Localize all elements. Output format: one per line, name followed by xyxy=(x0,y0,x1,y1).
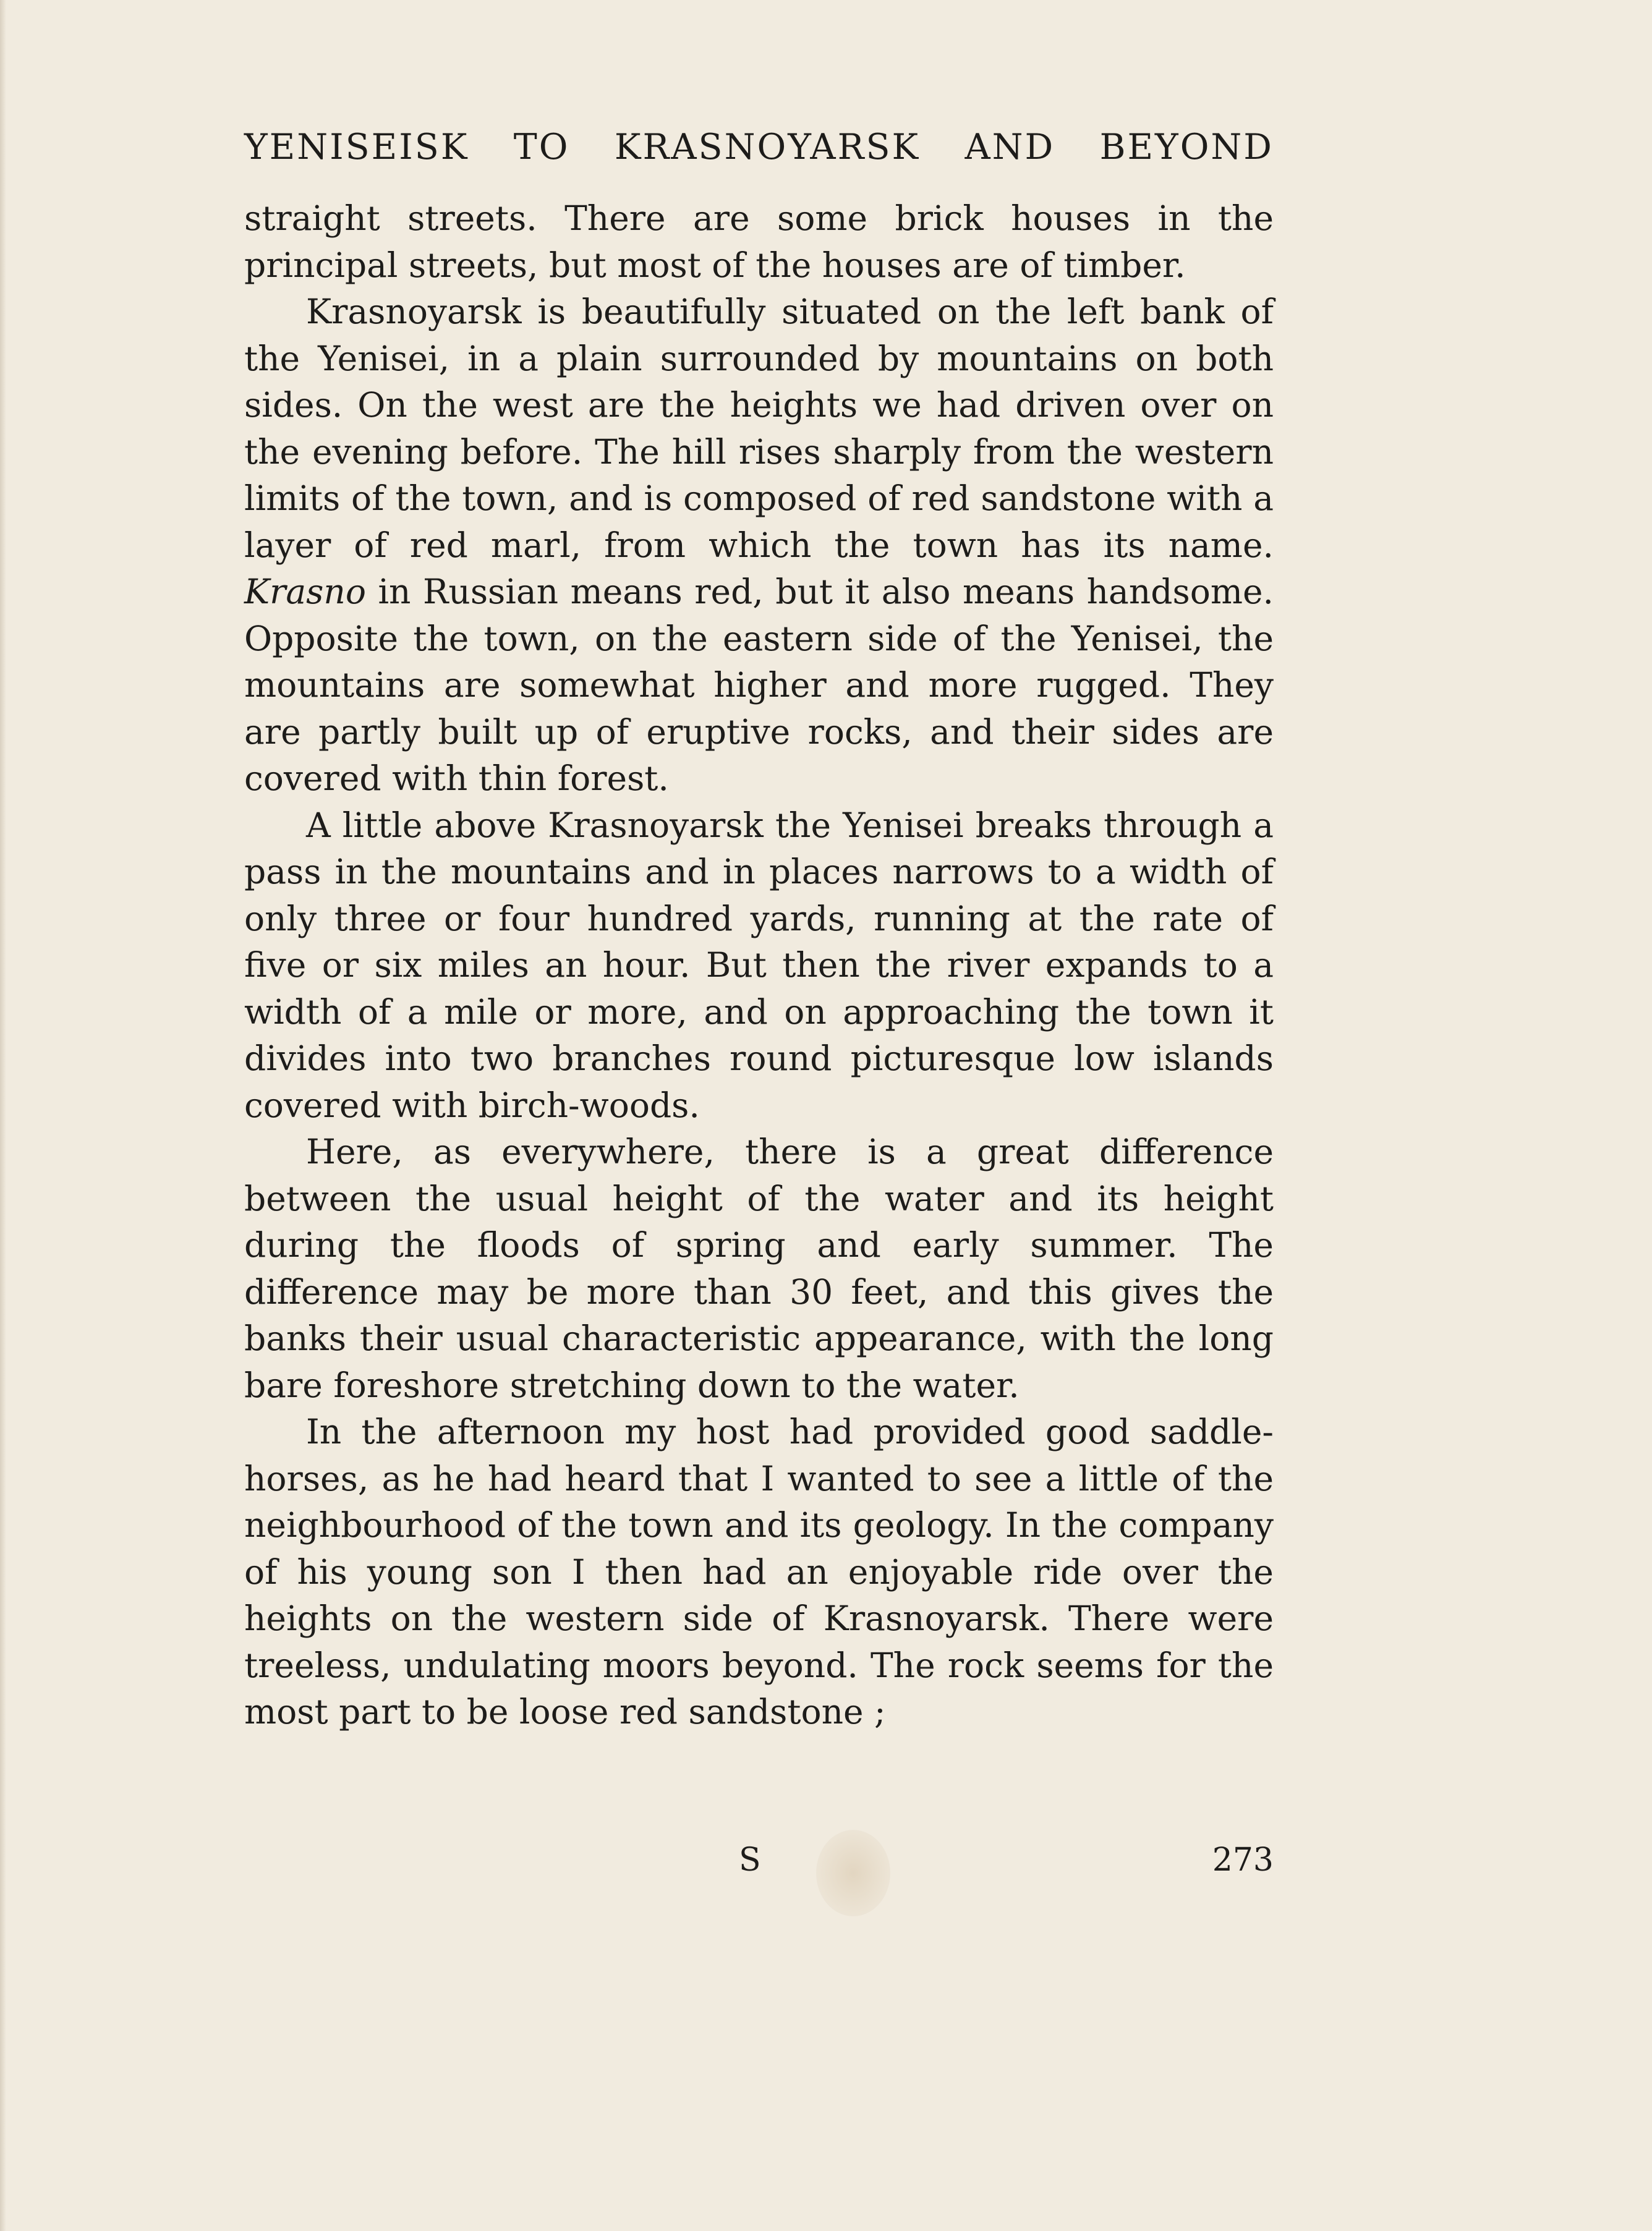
running-head: YENISEISK TO KRASNOYARSK AND BEYOND xyxy=(244,127,1274,168)
italic-term: Krasno xyxy=(244,572,366,611)
paper-stain xyxy=(816,1830,890,1916)
paragraph-4 xyxy=(244,1129,1274,1409)
paragraph-text: A little above Krasnoyarsk the Yenisei breaks through a pass in the mountains and in places narrows to a width of only three or four hundred yards, running at the rate of five or six miles an hour. But then the river expands to a width of a mile or more, and on approaching the town it divides into two branches round picturesque low islands covered with birch-woods. xyxy=(244,805,1274,1125)
page-number: 273 xyxy=(1212,1842,1274,1879)
paragraph-2 xyxy=(244,289,1274,802)
paragraph-text: Krasnoyarsk is beautifully situated on the left bank of the Yenisei, in a plain surrounded by mountains on both sides. On the west are the heights we had driven over on the evening before. The hill rises sharply from the western limits of the town, and is composed of red sandstone with a layer of red marl, from which the town has its name. xyxy=(244,292,1274,565)
signature-mark: S xyxy=(739,1842,761,1879)
paragraph-text: straight streets. There are some brick houses in the principal streets, but most of the houses are of timber. xyxy=(244,198,1274,285)
body-text xyxy=(244,195,1274,1736)
paragraph-3 xyxy=(244,802,1274,1129)
paragraph-1 xyxy=(244,195,1274,289)
paragraph-text-continued: in Russian means red, but it also means handsome. Opposite the town, on the eastern side of the Yenisei, the mountains are somewhat higher and more rugged. They are partly built up of eruptive rocks, and their sides are covered with thin forest. xyxy=(244,572,1274,798)
paragraph-text: In the afternoon my host had provided good saddle-horses, as he had heard that I wanted to see a little of the neighbourhood of the town and its geology. In the company of his young son I then had an enjoyable ride over the heights on the western side of Krasnoyarsk. There were treeless, undulating moors beyond. The rock seems for the most part to be loose red sandstone ; xyxy=(244,1412,1274,1732)
paragraph-text: Here, as everywhere, there is a great difference between the usual height of the water and its height during the floods of spring and early summer. The difference may be more than 30 feet, and this gives the banks their usual characteristic appearance, with the long bare foreshore stretching down to the water. xyxy=(244,1132,1274,1405)
paragraph-5 xyxy=(244,1409,1274,1736)
